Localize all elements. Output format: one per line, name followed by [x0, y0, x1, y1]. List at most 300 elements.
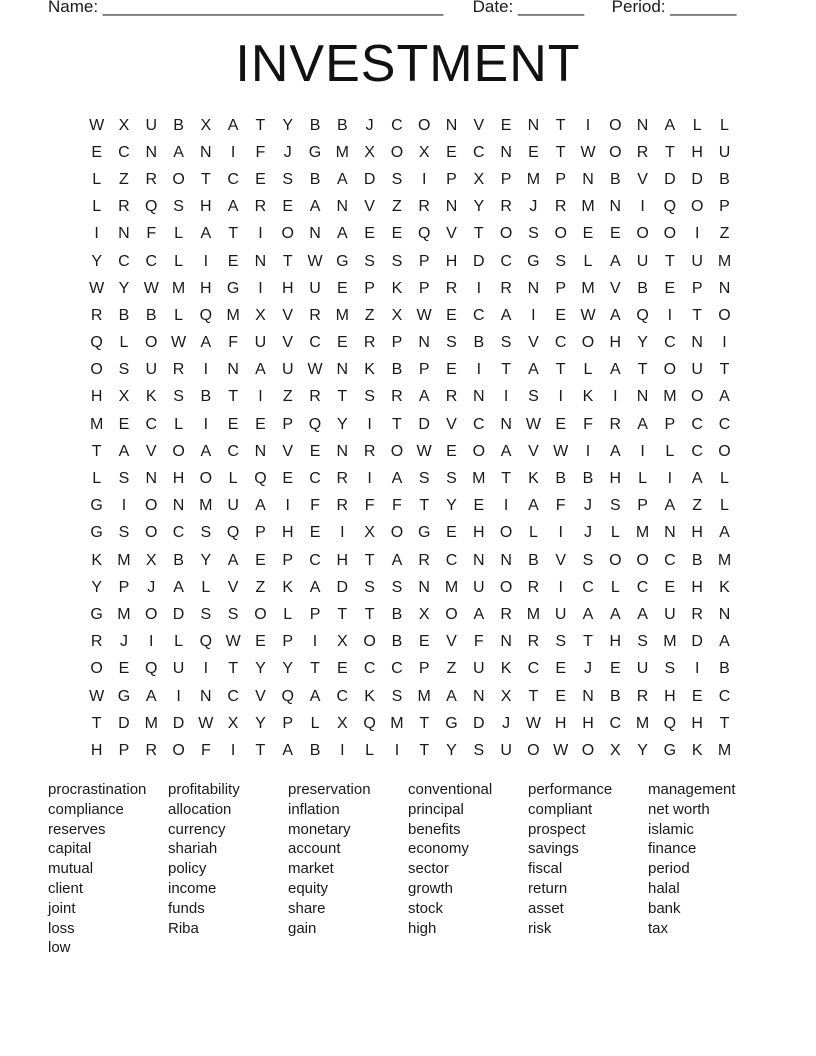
grid-letter: H [664, 687, 676, 705]
grid-letter: I [558, 578, 563, 596]
grid-letter: S [227, 605, 239, 623]
word-item: period [648, 860, 690, 878]
grid-letter: A [227, 116, 239, 134]
grid-letter: J [147, 578, 156, 596]
grid-letter: F [228, 334, 239, 352]
grid-letter: O [609, 551, 622, 569]
grid-letter: E [500, 116, 512, 134]
grid-letter: U [554, 605, 567, 623]
grid-letter: G [336, 252, 349, 270]
grid-letter: B [118, 306, 130, 324]
grid-letter: T [692, 306, 703, 324]
grid-letter: I [312, 633, 318, 651]
grid-letter: N [473, 551, 485, 569]
grid-letter: W [307, 252, 323, 270]
grid-letter: A [227, 551, 239, 569]
grid-letter: S [200, 605, 212, 623]
grid-letter: O [690, 388, 704, 406]
grid-letter: T [555, 143, 566, 161]
grid-letter: G [663, 741, 677, 759]
grid-letter: H [691, 578, 703, 596]
word-item: management [648, 781, 736, 798]
grid-letter: E [227, 415, 239, 433]
word-item: shariah [168, 840, 218, 858]
grid-letter: Y [282, 116, 294, 134]
grid-letter: N [691, 334, 703, 352]
grid-row [83, 465, 738, 492]
grid-letter: E [555, 306, 567, 324]
grid-letter: A [664, 497, 676, 515]
grid-letter: O [499, 225, 513, 243]
grid-letter: M [717, 551, 732, 569]
grid-letter: V [528, 442, 539, 460]
grid-letter: I [94, 225, 99, 243]
grid-letter: E [282, 198, 294, 216]
grid-letter: I [476, 361, 482, 379]
period-field-label: Period: _______ [611, 0, 737, 16]
grid-letter: E [582, 225, 594, 243]
grid-letter: A [255, 361, 266, 379]
grid-letter: A [200, 442, 212, 460]
grid-letter: N [718, 605, 731, 623]
grid-letter: R [609, 415, 622, 433]
grid-letter: M [663, 388, 677, 406]
grid-letter: J [283, 143, 292, 161]
grid-letter: W [580, 143, 596, 161]
word-item: high [408, 919, 437, 937]
grid-letter: P [446, 170, 457, 188]
grid-letter: C [664, 551, 676, 569]
grid-letter: E [255, 633, 266, 651]
grid-row [83, 547, 738, 574]
grid-letter: P [282, 714, 294, 732]
grid-letter: I [585, 116, 591, 134]
grid-letter: U [145, 361, 158, 379]
grid-letter: R [90, 633, 103, 651]
grid-row [83, 683, 738, 710]
grid-letter: B [609, 687, 621, 705]
grid-letter: B [200, 388, 212, 406]
grid-letter: A [691, 470, 703, 488]
word-column [168, 780, 288, 958]
grid-letter: E [309, 524, 321, 542]
word-item: reserves [48, 820, 106, 838]
grid-letter: V [255, 687, 266, 705]
grid-letter: B [391, 633, 403, 651]
grid-letter: P [719, 198, 730, 216]
grid-letter: S [391, 252, 403, 270]
grid-letter: V [446, 225, 457, 243]
word-item: risk [528, 919, 552, 937]
grid-letter: K [719, 578, 730, 596]
grid-letter: E [528, 143, 539, 161]
grid-letter: A [173, 143, 184, 161]
grid-letter: A [582, 605, 594, 623]
grid-letter: E [255, 170, 266, 188]
grid-letter: U [718, 143, 731, 161]
grid-letter: I [503, 388, 509, 406]
grid-letter: S [446, 470, 457, 488]
word-item: preservation [288, 781, 371, 798]
grid-letter: D [691, 170, 703, 188]
grid-letter: R [309, 388, 321, 406]
grid-letter: E [555, 687, 567, 705]
grid-letter: K [282, 578, 294, 596]
grid-letter: K [364, 361, 375, 379]
grid-letter: C [691, 442, 703, 460]
grid-letter: T [583, 633, 593, 651]
grid-letter: W [416, 306, 432, 324]
grid-letter: F [146, 225, 157, 243]
grid-letter: F [473, 633, 484, 651]
grid-letter: O [609, 116, 622, 134]
grid-letter: B [391, 361, 403, 379]
grid-letter: B [309, 116, 321, 134]
grid-letter: I [230, 143, 236, 161]
grid-letter: K [145, 388, 157, 406]
grid-row [83, 520, 738, 547]
grid-letter: K [582, 388, 594, 406]
grid-letter: Y [255, 660, 266, 678]
grid-letter: E [91, 143, 102, 161]
grid-letter: X [145, 551, 157, 569]
grid-letter: Q [226, 524, 240, 542]
grid-letter: C [473, 143, 485, 161]
grid-letter: N [254, 252, 267, 270]
grid-letter: Y [446, 497, 457, 515]
grid-letter: L [610, 578, 620, 596]
grid-letter: B [145, 306, 157, 324]
grid-letter: L [174, 415, 183, 433]
grid-letter: W [416, 442, 432, 460]
grid-letter: O [145, 334, 158, 352]
grid-letter: B [582, 470, 594, 488]
grid-letter: I [558, 388, 563, 406]
grid-letter: M [335, 143, 349, 161]
grid-letter: O [145, 497, 158, 515]
word-item: conventional [408, 781, 493, 798]
grid-row [83, 248, 738, 275]
grid-letter: N [500, 415, 512, 433]
grid-letter: N [418, 578, 430, 596]
grid-letter: Z [446, 660, 457, 678]
grid-letter: X [336, 714, 348, 732]
grid-letter: O [718, 442, 731, 460]
grid-letter: V [282, 306, 294, 324]
letter-grid [83, 112, 738, 765]
grid-letter: E [446, 143, 457, 161]
word-item: profitability [168, 781, 240, 798]
grid-letter: A [391, 551, 403, 569]
grid-letter: Y [637, 334, 648, 352]
grid-letter: A [118, 442, 130, 460]
grid-letter: N [473, 687, 485, 705]
grid-letter: Y [282, 660, 294, 678]
grid-row [83, 710, 738, 737]
grid-letter: Q [636, 306, 649, 324]
grid-letter: R [145, 741, 158, 759]
grid-letter: E [282, 470, 294, 488]
grid-letter: Q [254, 470, 267, 488]
grid-letter: J [583, 660, 592, 678]
grid-letter: V [282, 442, 294, 460]
grid-letter: T [337, 605, 348, 623]
grid-letter: N [145, 470, 158, 488]
grid-letter: M [117, 551, 131, 569]
grid-letter: N [445, 116, 458, 134]
word-item: savings [528, 840, 579, 858]
grid-letter: Z [282, 388, 293, 406]
grid-letter: U [664, 605, 676, 623]
grid-letter: C [227, 170, 239, 188]
grid-letter: N [336, 442, 349, 460]
grid-letter: H [582, 714, 594, 732]
grid-letter: E [364, 225, 375, 243]
grid-letter: R [172, 361, 185, 379]
grid-row [83, 357, 738, 384]
grid-letter: O [281, 225, 294, 243]
grid-letter: L [720, 497, 729, 515]
grid-letter: G [417, 524, 431, 542]
grid-letter: Q [145, 198, 158, 216]
grid-letter: O [445, 605, 458, 623]
grid-letter: R [500, 605, 512, 623]
grid-letter: C [118, 252, 130, 270]
grid-letter: T [664, 252, 675, 270]
grid-letter: S [418, 470, 430, 488]
grid-letter: N [609, 198, 622, 216]
grid-letter: H [200, 279, 212, 297]
grid-letter: M [89, 415, 104, 433]
word-item: capital [48, 840, 92, 858]
grid-letter: R [363, 442, 376, 460]
grid-letter: N [227, 361, 239, 379]
grid-letter: A [609, 252, 621, 270]
grid-letter: W [225, 633, 241, 651]
grid-row [83, 629, 738, 656]
grid-letter: A [473, 605, 485, 623]
grid-letter: V [446, 633, 457, 651]
grid-letter: I [585, 442, 591, 460]
grid-letter: I [667, 470, 673, 488]
grid-letter: M [117, 605, 131, 623]
grid-letter: W [143, 279, 159, 297]
grid-letter: I [503, 497, 509, 515]
grid-letter: O [581, 741, 595, 759]
grid-letter: A [227, 198, 239, 216]
grid-letter: E [446, 306, 457, 324]
grid-letter: T [200, 170, 211, 188]
grid-letter: N [172, 497, 185, 515]
grid-letter: S [555, 633, 567, 651]
grid-row [83, 139, 738, 166]
grid-letter: L [228, 470, 238, 488]
grid-letter: U [636, 660, 649, 678]
grid-letter: P [555, 279, 567, 297]
grid-letter: R [254, 198, 267, 216]
word-item: joint [48, 899, 76, 917]
grid-letter: A [173, 578, 184, 596]
grid-letter: S [473, 741, 485, 759]
grid-letter: T [228, 225, 239, 243]
grid-letter: K [364, 687, 375, 705]
grid-letter: S [500, 334, 512, 352]
grid-letter: U [691, 361, 703, 379]
grid-letter: C [227, 687, 239, 705]
grid-letter: O [472, 442, 486, 460]
grid-letter: M [526, 170, 541, 188]
grid-row [83, 438, 738, 465]
grid-letter: N [254, 442, 267, 460]
grid-letter: L [310, 714, 320, 732]
grid-letter: X [118, 388, 130, 406]
grid-letter: A [609, 605, 621, 623]
grid-letter: A [336, 225, 348, 243]
grid-letter: L [528, 524, 538, 542]
grid-letter: P [282, 633, 294, 651]
grid-letter: A [309, 198, 321, 216]
grid-letter: M [444, 578, 459, 596]
grid-row [83, 601, 738, 628]
grid-letter: B [528, 551, 539, 569]
grid-letter: K [528, 470, 539, 488]
grid-letter: L [174, 306, 183, 324]
word-item: policy [168, 860, 207, 878]
grid-letter: C [718, 415, 731, 433]
word-item: principal [408, 800, 464, 818]
grid-letter: K [500, 660, 512, 678]
grid-letter: E [555, 415, 567, 433]
word-item: low [48, 939, 71, 957]
grid-letter: M [635, 714, 650, 732]
grid-letter: A [200, 334, 212, 352]
grid-letter: C [691, 415, 703, 433]
grid-letter: X [418, 605, 430, 623]
grid-letter: M [717, 252, 732, 270]
grid-letter: L [283, 605, 293, 623]
grid-letter: S [391, 170, 403, 188]
grid-letter: I [558, 524, 563, 542]
grid-row [83, 384, 738, 411]
grid-letter: B [309, 170, 321, 188]
grid-letter: E [555, 660, 567, 678]
grid-letter: O [199, 470, 213, 488]
grid-letter: A [418, 388, 430, 406]
grid-letter: R [145, 170, 158, 188]
word-list [48, 780, 768, 958]
grid-letter: A [309, 578, 321, 596]
grid-letter: D [473, 714, 485, 732]
grid-letter: A [255, 497, 266, 515]
grid-letter: L [174, 252, 183, 270]
grid-letter: T [719, 361, 730, 379]
grid-letter: E [446, 524, 457, 542]
grid-letter: E [418, 633, 430, 651]
grid-letter: E [691, 687, 703, 705]
word-item: return [528, 879, 568, 897]
grid-letter: U [172, 660, 185, 678]
grid-letter: T [473, 225, 484, 243]
grid-letter: E [664, 279, 676, 297]
grid-letter: X [418, 143, 430, 161]
grid-letter: C [227, 442, 239, 460]
grid-letter: Q [199, 306, 213, 324]
word-item: net worth [648, 800, 710, 818]
grid-letter: D [473, 252, 485, 270]
grid-letter: H [691, 524, 703, 542]
grid-letter: O [499, 578, 513, 596]
name-field-label: Name: ____________________________________ [48, 0, 444, 16]
word-column [528, 780, 648, 958]
grid-letter: N [500, 633, 512, 651]
grid-letter: W [89, 687, 105, 705]
grid-letter: P [418, 252, 430, 270]
grid-letter: N [418, 334, 430, 352]
grid-letter: N [145, 143, 158, 161]
grid-letter: T [91, 442, 102, 460]
grid-letter: I [640, 442, 645, 460]
grid-letter: J [502, 714, 511, 732]
grid-letter: B [173, 116, 184, 134]
grid-letter: T [719, 714, 730, 732]
grid-letter: E [309, 442, 321, 460]
grid-letter: A [309, 687, 321, 705]
grid-letter: J [583, 497, 592, 515]
grid-letter: M [144, 714, 158, 732]
grid-letter: J [365, 116, 374, 134]
grid-letter: L [174, 225, 183, 243]
word-item: sector [408, 860, 449, 878]
grid-letter: T [501, 361, 511, 379]
grid-letter: A [719, 388, 730, 406]
grid-letter: G [90, 524, 103, 542]
grid-letter: O [390, 143, 404, 161]
grid-letter: T [528, 687, 539, 705]
grid-letter: H [445, 252, 458, 270]
grid-row [83, 275, 738, 302]
grid-letter: C [145, 415, 158, 433]
grid-letter: Z [392, 198, 402, 216]
grid-letter: J [119, 633, 128, 651]
grid-letter: T [337, 388, 348, 406]
grid-letter: I [394, 741, 400, 759]
grid-letter: I [258, 388, 263, 406]
grid-letter: O [390, 442, 404, 460]
grid-row [83, 411, 738, 438]
grid-letter: M [663, 633, 677, 651]
word-item: client [48, 879, 84, 897]
grid-letter: N [636, 388, 649, 406]
grid-letter: X [609, 741, 621, 759]
grid-letter: L [119, 334, 129, 352]
word-column [48, 780, 168, 958]
grid-letter: O [172, 442, 185, 460]
grid-letter: T [392, 415, 402, 433]
grid-letter: V [227, 578, 239, 596]
grid-letter: A [446, 687, 457, 705]
grid-letter: F [200, 741, 211, 759]
grid-letter: C [309, 551, 321, 569]
word-item: currency [168, 820, 226, 838]
grid-letter: I [476, 279, 482, 297]
grid-letter: A [200, 225, 212, 243]
header-line [48, 0, 736, 17]
grid-letter: E [446, 361, 457, 379]
grid-letter: E [609, 225, 621, 243]
grid-letter: D [336, 578, 349, 596]
grid-row [83, 112, 738, 139]
grid-letter: U [691, 252, 703, 270]
